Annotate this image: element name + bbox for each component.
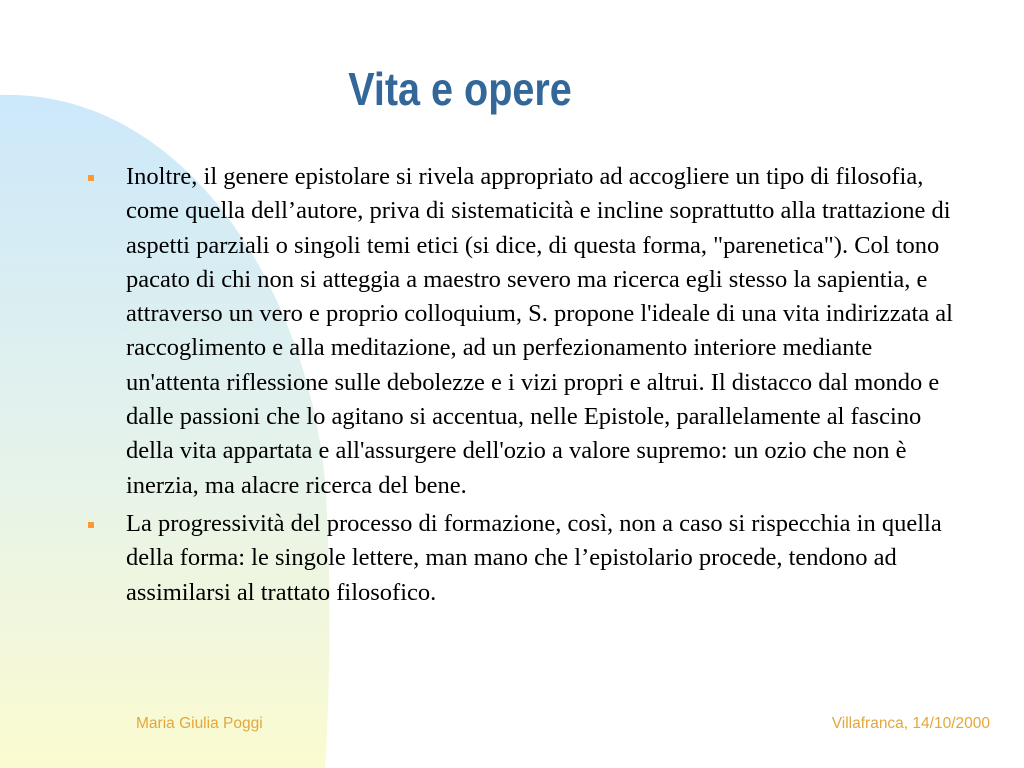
bullet-text: La progressività del processo di formazione, così, non a caso si rispecchia in quella della forma: le singole lettere, man mano che l’epistolario procede, tendono ad assimilarsi al trattato filosofico. [126, 509, 942, 606]
bullet-text: Inoltre, il genere epistolare si rivela appropriato ad accogliere un tipo di filosofia, come quella dell’autore, priva di sistematicità e incline soprattutto alla trattazione di aspetti parziali o singoli temi etici (si dice, di questa forma, "parenetica"). Col tono pacato di chi non si atteggia a maestro severo ma ricerca egli stesso la sapientia, e attraverso un vero e proprio colloquium, S. propone l'ideale di una vita indirizzata al raccoglimento e alla meditazione, ad un perfezionamento interiore mediante un'attenta riflessione sulle debolezze e i vizi propri e altrui. Il distacco dal mondo e dalle passioni che lo agitano si accentua, nelle Epistole, parallelamente al fascino della vita appartata e all'assurgere dell'ozio a valore supremo: un ozio che non è inerzia, ma alacre ricerca del bene. [126, 163, 953, 499]
bullet-list [88, 160, 968, 614]
slide-title: Vita e opere [348, 63, 572, 115]
footer-place-date: Villafranca, 14/10/2000 [831, 715, 990, 732]
bullet-item [88, 160, 968, 503]
square-bullet-icon [88, 522, 94, 528]
bullet-item [88, 507, 968, 610]
footer-author: Maria Giulia Poggi [136, 715, 263, 732]
square-bullet-icon [88, 175, 94, 181]
